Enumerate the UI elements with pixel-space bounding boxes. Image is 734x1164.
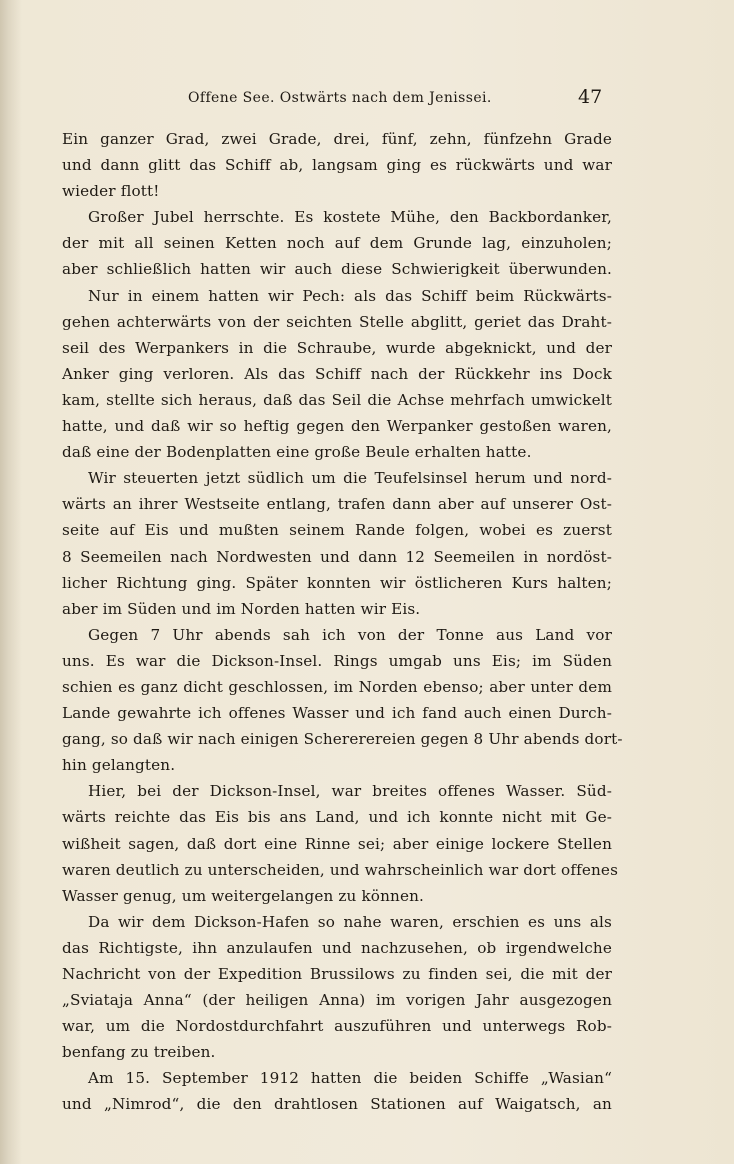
text-line: schien es ganz dicht geschlossen, im Norden ebenso; aber unter dem <box>62 677 612 696</box>
text-line: Wasser genug, um weitergelangen zu können. <box>62 886 425 905</box>
text-line: seite auf Eis und mußten seinem Rande folgen, wobei es zuerst <box>62 521 612 540</box>
text-line: Hier, bei der Dickson-Insel, war breites offenes Wasser. Süd- <box>88 782 612 801</box>
text-line: 8 Seemeilen nach Nordwesten und dann 12 Seemeilen in nordöst- <box>62 547 612 566</box>
text-line: Da wir dem Dickson-Hafen so nahe waren, erschien es uns als <box>88 912 612 931</box>
text-line: und dann glitt das Schiff ab, langsam ging es rückwärts und war <box>62 156 612 175</box>
text-line: licher Richtung ging. Später konnten wir östlicheren Kurs halten; <box>62 573 612 592</box>
text-line: uns. Es war die Dickson-Insel. Rings umgab uns Eis; im Süden <box>62 651 612 670</box>
page-number: 47 <box>578 86 603 108</box>
text-line: aber im Süden und im Norden hatten wir Eis. <box>62 599 421 618</box>
text-line: hin gelangten. <box>62 756 176 775</box>
text-line: Lande gewahrte ich offenes Wasser und ich fand auch einen Durch- <box>62 704 612 723</box>
text-line: wärts an ihrer Westseite entlang, trafen dann aber auf unserer Ost- <box>62 495 612 514</box>
running-title: Offene See. Ostwärts nach dem Jenissei. <box>188 90 492 106</box>
text-line: wieder flott! <box>62 182 160 201</box>
text-line: seil des Werpankers in die Schraube, wurde abgeknickt, und der <box>62 338 612 357</box>
text-line: wißheit sagen, daß dort eine Rinne sei; aber einige lockere Stellen <box>62 834 612 853</box>
text-line: Am 15. September 1912 hatten die beiden Schiffe „Wasian“ <box>88 1069 612 1088</box>
text-line: der mit all seinen Ketten noch auf dem Grunde lag, einzuholen; <box>62 234 612 253</box>
text-line: war, um die Nordostdurchfahrt auszuführen und unterwegs Rob- <box>62 1017 612 1036</box>
body-text <box>62 126 623 1118</box>
text-line: Gegen 7 Uhr abends sah ich von der Tonne aus Land vor <box>88 625 612 644</box>
text-line: gang, so daß wir nach einigen Schererereien gegen 8 Uhr abends dort- <box>62 730 623 749</box>
text-line: Nachricht von der Expedition Brussilows zu finden sei, die mit der <box>62 965 612 983</box>
text-line: aber schließlich hatten wir auch diese Schwierigkeit überwunden. <box>62 260 612 279</box>
text-line: gehen achterwärts von der seichten Stelle abglitt, geriet das Draht- <box>62 312 612 331</box>
text-line: wärts reichte das Eis bis ans Land, und ich konnte nicht mit Ge- <box>62 808 612 827</box>
text-line: Anker ging verloren. Als das Schiff nach der Rückkehr ins Dock <box>62 364 612 383</box>
text-line: hatte, und daß wir so heftig gegen den Werpanker gestoßen waren, <box>62 417 612 436</box>
text-line: das Richtigste, ihn anzulaufen und nachzusehen, ob irgendwelche <box>62 938 612 957</box>
text-line: benfang zu treiben. <box>62 1043 216 1062</box>
text-line: kam, stellte sich heraus, daß das Seil die Achse mehrfach umwickelt <box>62 390 612 409</box>
text-line: daß eine der Bodenplatten eine große Beule erhalten hatte. <box>62 443 532 462</box>
text-line: Nur in einem hatten wir Pech: als das Schiff beim Rückwärts- <box>88 286 612 305</box>
text-line: „Sviataja Anna“ (der heiligen Anna) im vorigen Jahr ausgezogen <box>62 991 612 1010</box>
text-line: Wir steuerten jetzt südlich um die Teufelsinsel herum und nord- <box>88 469 612 488</box>
running-head <box>0 86 734 116</box>
text-line: waren deutlich zu unterscheiden, und wahrscheinlich war dort offenes <box>62 860 619 879</box>
text-line: Großer Jubel herrschte. Es kostete Mühe, den Backbordanker, <box>88 208 612 227</box>
text-line: Ein ganzer Grad, zwei Grade, drei, fünf, zehn, fünfzehn Grade <box>62 130 612 148</box>
text-line: und „Nimrod“, die den drahtlosen Stationen auf Waigatsch, an <box>62 1095 612 1114</box>
